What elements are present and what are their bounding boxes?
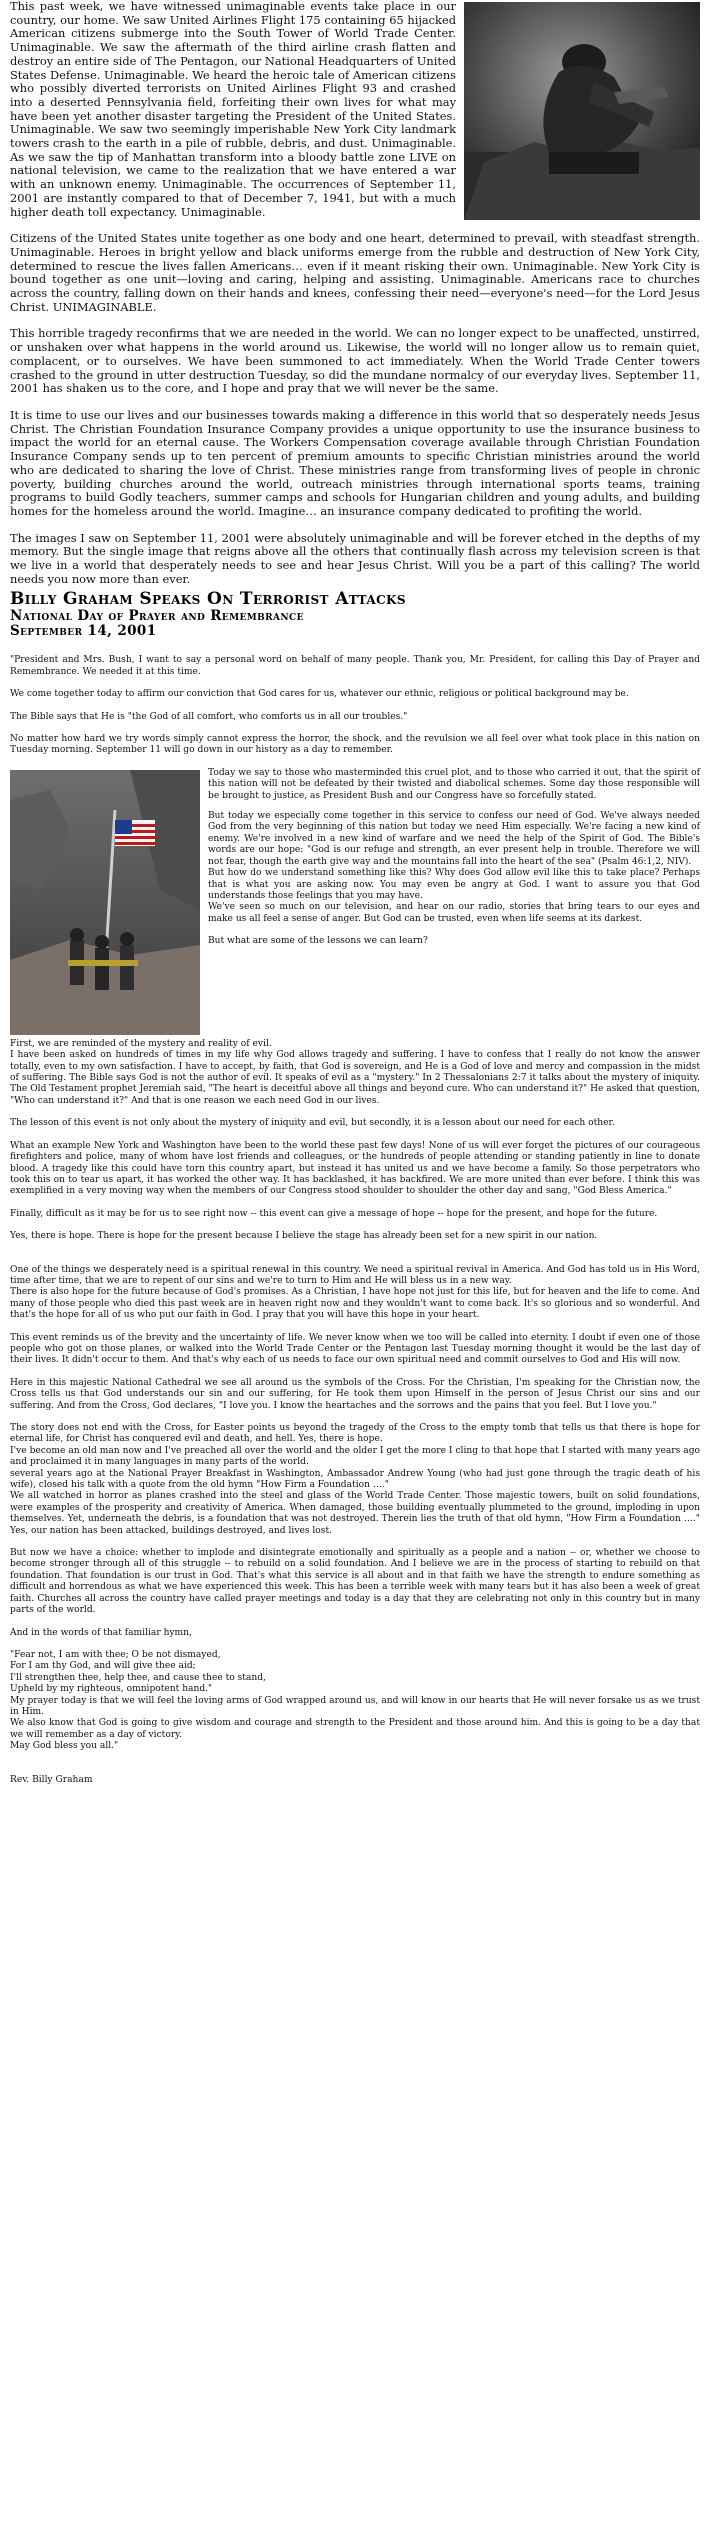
hymn-line: "Fear not, I am with thee; O be not dismayed, bbox=[10, 1649, 221, 1660]
speech-paragraph: We come together today to affirm our conviction that God cares for us, whatever our ethnic, religious or political background may be. bbox=[10, 689, 629, 700]
speech-paragraph: Here in this majestic National Cathedral we see all around us the symbols of the Cross. For the Christian, I'm speaking for the Christian now, the Cross tells us that God understands our sin and our suffering, for He took them upon Himself in the person of Jesus Christ our sins and our suffering. And from the Cross, God declares, "I love you. I know the heartaches and the sorrows and the pains that you feel. But I love you." bbox=[10, 1377, 700, 1411]
speech-paragraph: But what are some of the lessons we can learn? bbox=[208, 936, 428, 947]
intro-paragraph-2: Citizens of the United States unite together as one body and one heart, determined to prevail, with steadfast strength. Unimaginable. Heroes in bright yellow and black uniforms emerge from the rubble and destruction of New York City, determined to rescue the lives fallen Americans… even if it meant risking their own. Unimaginable. New York City is bound together as one unit—loving and caring, helping and assisting. Unimaginable. Americans race to churches across the country, falling down on their hands and knees, confessing their need—everyone's need—for the Lord Jesus Christ. UNIMAGINABLE. bbox=[10, 231, 700, 314]
speech-paragraph: But now we have a choice: whether to implode and disintegrate emotionally and spiritually as a people and a nation -- or, whether we choose to become stronger through all of this struggle -- to rebuild on a solid foundation. And I believe we are in the process of starting to rebuild on that foundation. That foundation is our trust in God. That's what this service is all about and in that faith we have the strength to endure something as difficult and horrendous as what we have experienced this week. This has been a terrible week with many tears but it has also been a week of great faith. Churches all across the country have called prayer meetings and today is a day that they are celebrating not only in this country but in many parts of the world. bbox=[10, 1548, 700, 1616]
speech-paragraph: "President and Mrs. Bush, I want to say a personal word on behalf of many people. Thank you, Mr. President, for calling this Day of Prayer and Remembrance. We needed it at this time. bbox=[10, 655, 700, 677]
intro-paragraph-4: It is time to use our lives and our businesses towards making a difference in this world that so desperately needs Jesus Christ. The Christian Foundation Insurance Company provides a unique opportunity to use the insurance business to impact the world for an eternal cause. The Workers Compensation coverage available through Christian Foundation Insurance Company sends up to ten percent of premium amounts to specific Christian ministries around the world who are dedicated to sharing the love of Christ. These ministries range from transforming lives of people in chronic poverty, building churches around the world, outreach ministries through international sports teams, training programs to build Godly teachers, summer camps and schools for Hungarian children and young adults, and building homes for the homeless around the world. Imagine… an insurance company dedicated to profiting the world. bbox=[10, 407, 700, 518]
flag-raising-photo bbox=[10, 770, 200, 1035]
speech-paragraph: No matter how hard we try words simply cannot express the horror, the shock, and the revulsion we all feel over what took place in this nation on Tuesday morning. September 11 will go down in our history as a day to remember. bbox=[10, 734, 700, 756]
speech-paragraph: We also know that God is going to give wisdom and courage and strength to the President and those around him. And this is going to be a day that we will remember as a day of victory. bbox=[10, 1718, 700, 1740]
speech-paragraph: There is also hope for the future because of God's promises. As a Christian, I have hope not just for this life, but for heaven and the life to come. And many of those people who died this past week are in heaven right now and they wouldn't want to come back. It's so glorious and so wonderful. And that's the hope for all of us who put our faith in God. I pray that you will have this hope in your heart. bbox=[10, 1287, 700, 1321]
kneeling-firefighter-photo bbox=[464, 2, 700, 220]
intro-paragraph-5: The images I saw on September 11, 2001 were absolutely unimaginable and will be forever etched in the depths of my memory. But the single image that reigns above all the others that continually flash across my television screen is that we live in a world that desperately needs to see and hear Jesus Christ. Will you be a part of this calling? The world needs you now more than ever. bbox=[10, 530, 700, 586]
speech-paragraph: The lesson of this event is not only about the mystery of iniquity and evil, but secondly, it is a lesson about our need for each other. bbox=[10, 1118, 615, 1129]
speech-paragraph: My prayer today is that we will feel the loving arms of God wrapped around us, and will know in our hearts that He will never forsake us as we trust in Him. bbox=[10, 1695, 700, 1717]
hymn-line: Upheld by my righteous, omnipotent hand." bbox=[10, 1684, 213, 1695]
speech-date: September 14, 2001 bbox=[10, 623, 157, 640]
speech-paragraph: But today we especially come together in this service to confess our need of God. We've always needed God from the very beginning of this nation but today we need Him especially. We're facing a new kind of enemy. We're involved in a new kind of warfare and we need the help of the Spirit of God. The Bible's words are our hope: "God is our refuge and strength, an ever present help in trouble. Therefore we will not fear, though the earth give way and the mountains fall into the heart of the sea" (Psalm 46:1,2, NIV). bbox=[208, 811, 700, 867]
speech-paragraph: I have been asked on hundreds of times in my life why God allows tragedy and suffering. I have to confess that I really do not know the answer totally, even to my own satisfaction. I have to accept, by faith, that God is sovereign, and He is a God of love and mercy and compassion in the midst of suffering. The Bible says God is not the author of evil. It speaks of evil as a "mystery." In 2 Thessalonians 2:7 it talks about the mystery of iniquity. The Old Testament prophet Jeremiah said, "The heart is deceitful above all things and beyond cure. Who can understand it?" He asked that question, "Who can understand it?" And that is one reason we each need God in our lives. bbox=[10, 1050, 700, 1106]
speech-paragraph: This event reminds us of the brevity and the uncertainty of life. We never know when we too will be called into eternity. I doubt if even one of those people who got on those planes, or walked into the World Trade Center or the Pentagon last Tuesday morning thought it would be the last day of their lives. It didn't occur to them. And that's why each of us needs to face our own spiritual need and commit ourselves to God and His will now. bbox=[10, 1332, 700, 1366]
speech-paragraph: May God bless you all." bbox=[10, 1741, 119, 1752]
signature: Rev. Billy Graham bbox=[10, 1774, 93, 1785]
speech-paragraph: And in the words of that familiar hymn, bbox=[10, 1627, 192, 1638]
speech-paragraph: Yes, there is hope. There is hope for the present because I believe the stage has already been set for a new spirit in our nation. bbox=[10, 1231, 598, 1242]
speech-paragraph: But how do we understand something like this? Why does God allow evil like this to take place? Perhaps that is what you are asking now. You may even be angry at God. I want to assure you that God understands those feelings that you may have. bbox=[208, 868, 700, 901]
hymn-line: I'll strengthen thee, help thee, and cause thee to stand, bbox=[10, 1672, 266, 1683]
speech-heading bbox=[10, 590, 700, 639]
speech-subtitle: National Day of Prayer and Remembrance bbox=[10, 608, 304, 625]
speech-paragraph: The Bible says that He is "the God of all comfort, who comforts us in all our troubles." bbox=[10, 711, 408, 722]
speech-paragraph: One of the things we desperately need is a spiritual renewal in this country. We need a spiritual revival in America. And God has told us in His Word, time after time, that we are to repent of our sins and we're to turn to Him and He will bless us in a new way. bbox=[10, 1264, 700, 1286]
intro-paragraph-1: This past week, we have witnessed unimaginable events take place in our country, our home. We saw United Airlines Flight 175 containing 65 hijacked American citizens submerge into the South Tower of World Trade Center. Unimaginable. We saw the aftermath of the third airline crash flatten and destroy an entire side of The Pentagon, our National Headquarters of United States Defense. Unimaginable. We heard the heroic tale of American citizens who possibly diverted terrorists on United Airlines Flight 93 and crashed into a deserted Pennsylvania field, forfeiting their own lives for what may have been yet another disaster targeting the President of the United States. Unimaginable. We saw two seemingly imperishable New York City landmark towers crash to the earth in a pile of rubble, debris, and dust. Unimaginable. As we saw the tip of Manhattan transform into a bloody battle zone LIVE on national television, we came to the realization that we have entered a war with an unknown enemy. Unimaginable. The occurrences of September 11, 2001 are instantly compared to that of December 7, 1941, but with a much higher death toll expectancy. Unimaginable. bbox=[10, 0, 456, 219]
speech-paragraph: Today we say to those who masterminded this cruel plot, and to those who carried it out, that the spirit of this nation will not be defeated by their twisted and diabolical schemes. Some day those responsible will be brought to justice, as President Bush and our Congress have so forcefully stated. bbox=[208, 767, 700, 801]
speech-paragraph: What an example New York and Washington have been to the world these past few days! None of us will ever forget the pictures of our courageous firefighters and police, many of whom have lost friends and colleagues, or the hundreds of people attending or standing patiently in line to donate blood. A tragedy like this could have torn this country apart, but instead it has united us and we have become a family. So those perpetrators who took this on to tear us apart, it has worked the other way. It has backlashed, it has backfired. We are more united than ever before. I think this was exemplified in a very moving way when the members of our Congress stood shoulder to shoulder the other day and sang, "God Bless America." bbox=[10, 1140, 700, 1197]
speech-paragraph: We've seen so much on our television, and hear on our radio, stories that bring tears to our eyes and make us all feel a sense of anger. But God can be trusted, even when life seems at its darkest. bbox=[208, 902, 700, 924]
hymn-line: For I am thy God, and will give thee aid; bbox=[10, 1661, 196, 1672]
speech-title: Billy Graham Speaks On Terrorist Attacks bbox=[10, 589, 406, 610]
intro-paragraph-3: This horrible tragedy reconfirms that we are needed in the world. We can no longer expect to be unaffected, unstirred, or unshaken over what happens in the world around us. Likewise, the world will no longer allow us to remain quiet, complacent, or to ourselves. We have been summoned to act immediately. When the World Trade Center towers crashed to the ground in utter destruction Tuesday, so did the mundane normalcy of our everyday lives. September 11, 2001 has shaken us to the core, and I hope and pray that we will never be the same. bbox=[10, 326, 700, 396]
speech-paragraph: Finally, difficult as it may be for us to see right now -- this event can give a message of hope -- hope for the present, and hope for the future. bbox=[10, 1208, 658, 1219]
hymn-quote bbox=[10, 1650, 700, 1696]
speech-paragraph: several years ago at the National Prayer Breakfast in Washington, Ambassador Andrew Young (who had just gone through the tragic death of his wife), closed his talk with a quote from the old hymn "How Firm a Foundation …." bbox=[10, 1468, 700, 1491]
speech-paragraph: First, we are reminded of the mystery and reality of evil. bbox=[10, 1038, 272, 1049]
speech-paragraph: I've become an old man now and I've preached all over the world and the older I get the more I cling to that hope that I started with many years ago and proclaimed it in many languages in many parts of the world. bbox=[10, 1445, 700, 1468]
speech-paragraph: The story does not end with the Cross, for Easter points us beyond the tragedy of the Cross to the empty tomb that tells us that there is hope for eternal life, for Christ has conquered evil and death, and hell. Yes, there is hope. bbox=[10, 1423, 700, 1445]
speech-paragraph: We all watched in horror as planes crashed into the steel and glass of the World Trade Center. Those majestic towers, built on solid foundations, were examples of the prosperity and creativity of America. When damaged, those building eventually plummeted to the ground, imploding in upon themselves. Yet, underneath the debris, is a foundation that was not destroyed. Therein lies the truth of that old hymn, "How Firm a Foundation …." Yes, our nation has been attacked, buildings destroyed, and lives lost. bbox=[10, 1491, 700, 1536]
article-page bbox=[10, 0, 700, 1786]
